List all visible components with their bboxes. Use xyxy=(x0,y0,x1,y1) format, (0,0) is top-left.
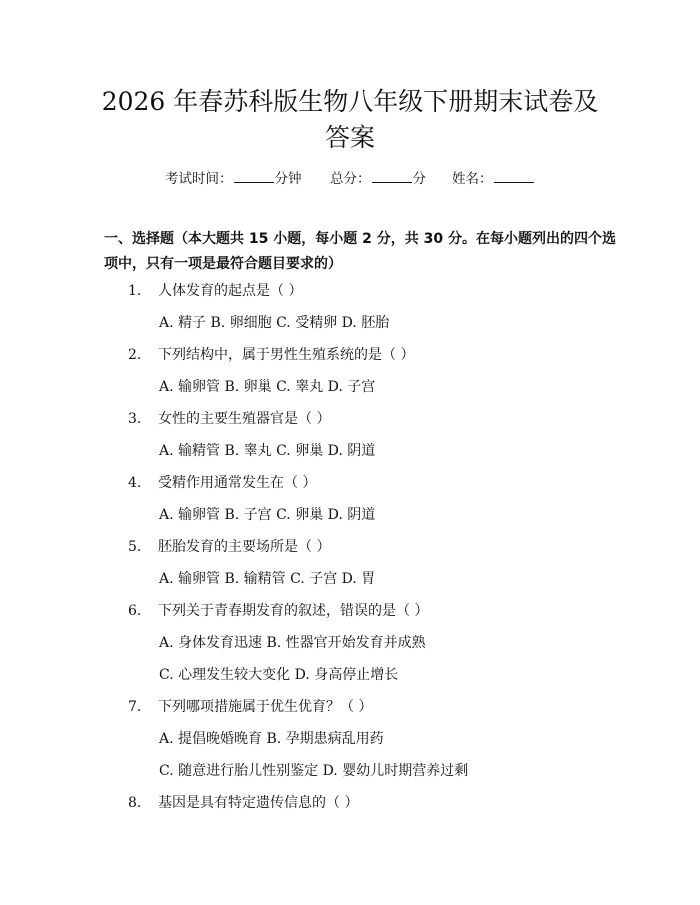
question-number: 7. xyxy=(128,699,142,715)
question-number: 5. xyxy=(128,539,142,555)
student-name-label: 姓名： xyxy=(452,171,493,187)
question-text: 胚胎发育的主要场所是（ ） xyxy=(158,539,331,555)
question xyxy=(128,601,428,621)
section-heading-line1: 一、选择题（本大题共 15 小题，每小题 2 分，共 30 分。在每小题列出的四个选 xyxy=(104,231,616,247)
question xyxy=(128,697,372,717)
question-text: 下列关于青春期发育的叙述，错误的是（ ） xyxy=(158,603,429,619)
total-score-blank xyxy=(372,168,412,183)
question xyxy=(128,281,302,301)
total-score-unit: 分 xyxy=(412,171,426,187)
total-score-field xyxy=(330,168,426,189)
question-text: 女性的主要生殖器官是（ ） xyxy=(158,411,331,427)
question-number: 6. xyxy=(128,603,142,619)
page-title-continued: 答案 xyxy=(324,123,375,152)
question xyxy=(128,537,330,557)
question-number: 2. xyxy=(128,347,142,363)
page-title: 2026 年春苏科版生物八年级下册期末试卷及 xyxy=(101,87,599,116)
question-options: A. 输卵管 B. 输精管 C. 子宫 D. 胃 xyxy=(159,571,376,587)
question-text: 下列结构中，属于男性生殖系统的是（ ） xyxy=(158,347,415,363)
question-options: C. 心理发生较大变化 D. 身高停止增长 xyxy=(159,667,399,683)
question-number: 3. xyxy=(128,411,142,427)
total-score-label: 总分： xyxy=(330,171,371,187)
question-options: A. 精子 B. 卵细胞 C. 受精卵 D. 胚胎 xyxy=(159,315,390,331)
student-name-field xyxy=(452,168,535,189)
question-text: 下列哪项措施属于优生优育？（ ） xyxy=(158,699,373,715)
question-number: 4. xyxy=(128,475,142,491)
question-options: A. 输精管 B. 睾丸 C. 卵巢 D. 阴道 xyxy=(159,443,376,459)
question-options: C. 随意进行胎儿性别鉴定 D. 婴幼儿时期营养过剩 xyxy=(159,763,469,779)
section-heading-line2: 项中，只有一项是最符合题目要求的） xyxy=(104,256,342,272)
question-number: 1. xyxy=(128,283,142,299)
question-text: 人体发育的起点是（ ） xyxy=(158,283,303,299)
question-options: A. 输卵管 B. 子宫 C. 卵巢 D. 阴道 xyxy=(159,507,376,523)
question-text: 基因是具有特定遗传信息的（ ） xyxy=(158,795,359,811)
question-options: A. 身体发育迅速 B. 性器官开始发育并成熟 xyxy=(159,635,426,651)
question xyxy=(128,345,414,365)
question xyxy=(128,409,330,429)
exam-time-field xyxy=(165,168,302,189)
question-options: A. 输卵管 B. 卵巢 C. 睾丸 D. 子宫 xyxy=(159,379,376,395)
student-name-blank xyxy=(494,168,534,183)
question-text: 受精作用通常发生在（ ） xyxy=(158,475,317,491)
exam-time-blank xyxy=(234,168,274,183)
question-options: A. 提倡晚婚晚育 B. 孕期患病乱用药 xyxy=(159,731,384,747)
exam-time-label: 考试时间： xyxy=(165,171,233,187)
question xyxy=(128,473,316,493)
question xyxy=(128,793,358,813)
section-heading xyxy=(104,227,624,277)
exam-time-unit: 分钟 xyxy=(274,171,302,187)
question-number: 8. xyxy=(128,795,142,811)
